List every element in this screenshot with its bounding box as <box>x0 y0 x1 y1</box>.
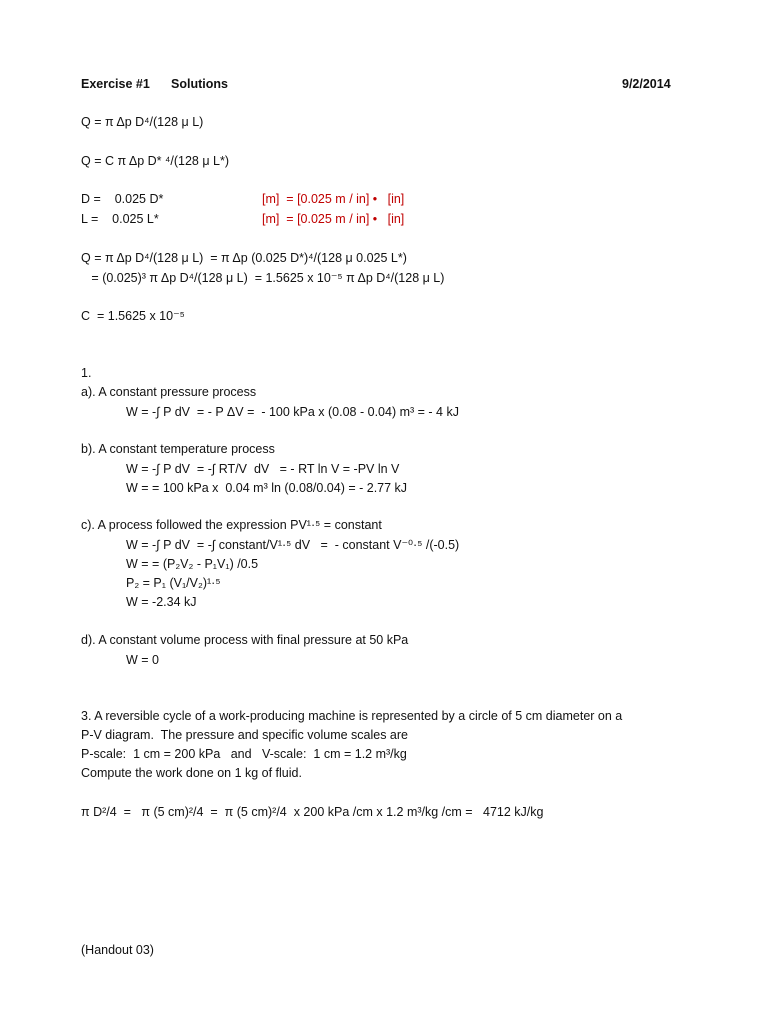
eq-q3: Q = π Δp D⁴/(128 μ L) = π Δp (0.025 D*)⁴/(128 μ 0.025 L*) <box>81 251 407 265</box>
problem3-answer: π D²/4 = π (5 cm)²/4 = π (5 cm)²/4 x 200 kPa /cm x 1.2 m³/kg /cm = 4712 kJ/kg <box>81 805 544 819</box>
problem1-c-title: c). A process followed the expression PV¹·⁵ = constant <box>81 518 382 532</box>
problem1-c-eq1: W = -∫ P dV = -∫ constant/V¹·⁵ dV = - constant V⁻⁰·⁵ /(-0.5) <box>126 538 460 552</box>
problem1-d-title: d). A constant volume process with final pressure at 50 kPa <box>81 633 409 647</box>
problem3-line3: P-scale: 1 cm = 200 kPa and V-scale: 1 cm = 1.2 m³/kg <box>81 747 407 761</box>
problem1-a-eq: W = -∫ P dV = - P ΔV = - 100 kPa x (0.08 - 0.04) m³ = - 4 kJ <box>126 405 459 419</box>
problem1-c-eq3: P₂ = P₁ (V₁/V₂)¹·⁵ <box>126 576 221 590</box>
problem1-a-title: a). A constant pressure process <box>81 385 257 399</box>
handout-note: (Handout 03) <box>81 943 154 957</box>
problem3-line2: P-V diagram. The pressure and specific volume scales are <box>81 728 409 742</box>
problem3-line4: Compute the work done on 1 kg of fluid. <box>81 766 302 780</box>
problem1-number: 1. <box>81 366 92 380</box>
problem1-b-eq2: W = = 100 kPa x 0.04 m³ ln (0.08/0.04) = - 2.77 kJ <box>126 481 408 495</box>
date: 9/2/2014 <box>622 77 671 91</box>
problem1-c-eq2: W = = (P₂V₂ - P₁V₁) /0.5 <box>126 557 259 571</box>
solutions-heading: Solutions <box>171 77 228 91</box>
eq-l-units: [m] = [0.025 m / in] • [in] <box>262 212 405 226</box>
eq-c: C = 1.5625 x 10⁻⁵ <box>81 309 185 323</box>
problem1-c-eq4: W = -2.34 kJ <box>126 595 197 609</box>
eq-q2: Q = C π Δp D* ⁴/(128 μ L*) <box>81 154 230 168</box>
problem3-line1: 3. A reversible cycle of a work-producing machine is represented by a circle of 5 cm diameter on a <box>81 709 623 723</box>
eq-d-units: [m] = [0.025 m / in] • [in] <box>262 192 405 206</box>
problem1-d-eq: W = 0 <box>126 653 159 667</box>
eq-q4: = (0.025)³ π Δp D⁴/(128 μ L) = 1.5625 x 10⁻⁵ π Δp D⁴/(128 μ L) <box>81 271 445 285</box>
eq-d-def: D = 0.025 D* <box>81 192 164 206</box>
exercise-title: Exercise #1 <box>81 77 150 91</box>
eq-q1: Q = π Δp D⁴/(128 μ L) <box>81 115 204 129</box>
problem1-b-title: b). A constant temperature process <box>81 442 275 456</box>
problem1-b-eq1: W = -∫ P dV = -∫ RT/V dV = - RT ln V = -PV ln V <box>126 462 400 476</box>
eq-l-def: L = 0.025 L* <box>81 212 159 226</box>
